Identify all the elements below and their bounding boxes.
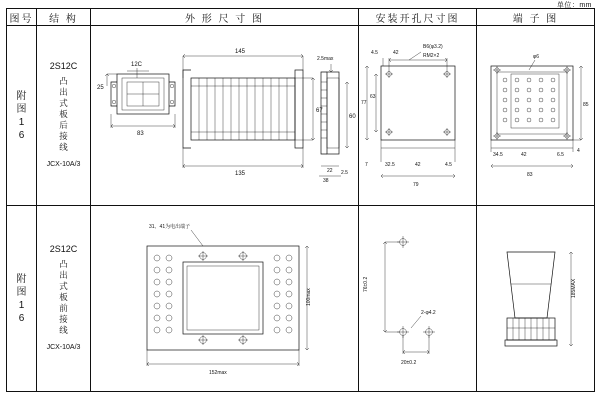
- svg-text:2-φ4.2: 2-φ4.2: [421, 310, 436, 316]
- product-code-1: JCX-10A/3: [46, 161, 81, 168]
- svg-text:φ6: φ6: [533, 54, 540, 60]
- svg-text:42: 42: [521, 152, 527, 158]
- header-structure: 结 构: [37, 9, 91, 26]
- mounting-drawing-cell-1: [359, 26, 477, 206]
- svg-text:67: 67: [316, 108, 323, 114]
- svg-text:145: 145: [235, 49, 246, 55]
- header-terminal: 端 子 图: [477, 9, 595, 26]
- svg-text:32.5: 32.5: [385, 162, 395, 168]
- svg-text:79: 79: [413, 182, 419, 188]
- outline-note-2: 31、41为电出端子: [149, 224, 191, 230]
- svg-text:63: 63: [370, 94, 376, 100]
- svg-text:83: 83: [137, 131, 144, 137]
- svg-text:4: 4: [577, 148, 580, 154]
- model-label-1: 2S12C: [49, 61, 78, 71]
- svg-text:6.5: 6.5: [557, 152, 564, 158]
- svg-text:77: 77: [361, 100, 367, 106]
- svg-text:2.5max: 2.5max: [317, 56, 334, 62]
- mounting-drawing-1: [359, 26, 476, 205]
- svg-text:100max: 100max: [306, 288, 312, 306]
- svg-text:42: 42: [393, 50, 399, 56]
- fig-no-cell-2: [7, 206, 37, 392]
- svg-text:34.5: 34.5: [493, 152, 503, 158]
- svg-text:60: 60: [349, 114, 356, 120]
- specification-table: [6, 8, 595, 392]
- svg-text:42: 42: [415, 162, 421, 168]
- svg-text:135: 135: [235, 171, 246, 177]
- outline-drawing-cell-2: [91, 206, 359, 392]
- svg-text:22: 22: [327, 168, 333, 174]
- svg-text:85: 85: [583, 102, 589, 108]
- terminal-drawing-1: [477, 26, 594, 205]
- svg-text:185MAX: 185MAX: [571, 278, 577, 298]
- svg-text:12C: 12C: [131, 62, 143, 68]
- svg-text:7: 7: [365, 162, 368, 168]
- outline-drawing-2: [91, 206, 358, 391]
- svg-text:RM2×2: RM2×2: [423, 53, 440, 59]
- table-row: [7, 26, 595, 206]
- svg-text:25: 25: [97, 85, 104, 91]
- svg-text:2.5: 2.5: [341, 170, 348, 176]
- table-header-row: [7, 9, 595, 26]
- svg-text:38: 38: [323, 178, 329, 184]
- svg-text:152max: 152max: [209, 370, 227, 376]
- table-row: [7, 206, 595, 392]
- svg-text:4.5: 4.5: [371, 50, 378, 56]
- model-label-2: 2S12C: [49, 244, 78, 254]
- terminal-drawing-2: [477, 206, 594, 391]
- terminal-drawing-cell-2: [477, 206, 595, 392]
- structure-cell-2: [37, 206, 91, 392]
- svg-text:76±0.2: 76±0.2: [363, 276, 369, 292]
- svg-text:83: 83: [527, 172, 533, 178]
- header-fig-no: 图号: [7, 9, 37, 26]
- product-code-2: JCX-10A/3: [46, 344, 81, 351]
- structure-text-1: 2S12C 凸 出 式 板 后 接 线 JCX-10A/3: [37, 57, 90, 174]
- svg-text:B6(φ3.2): B6(φ3.2): [423, 44, 443, 50]
- svg-text:20±0.2: 20±0.2: [401, 360, 417, 366]
- fig-no-cell-1: [7, 26, 37, 206]
- svg-text:4.5: 4.5: [445, 162, 452, 168]
- structure-text-2: 2S12C 凸 出 式 板 前 接 线 JCX-10A/3: [37, 240, 90, 357]
- fig-no-label-1: 附 图 1 6: [16, 90, 27, 141]
- mounting-drawing-2: [359, 206, 476, 391]
- fig-no-label-2: 附 图 1 6: [16, 273, 27, 324]
- unit-note: 单位：mm: [556, 2, 592, 9]
- header-mounting: 安装开孔尺寸图: [359, 9, 477, 26]
- header-outline: 外 形 尺 寸 图: [91, 9, 359, 26]
- structure-cell-1: [37, 26, 91, 206]
- outline-drawing-cell-1: [91, 26, 359, 206]
- outline-drawing-1: [91, 26, 358, 205]
- terminal-drawing-cell-1: [477, 26, 595, 206]
- mounting-drawing-cell-2: [359, 206, 477, 392]
